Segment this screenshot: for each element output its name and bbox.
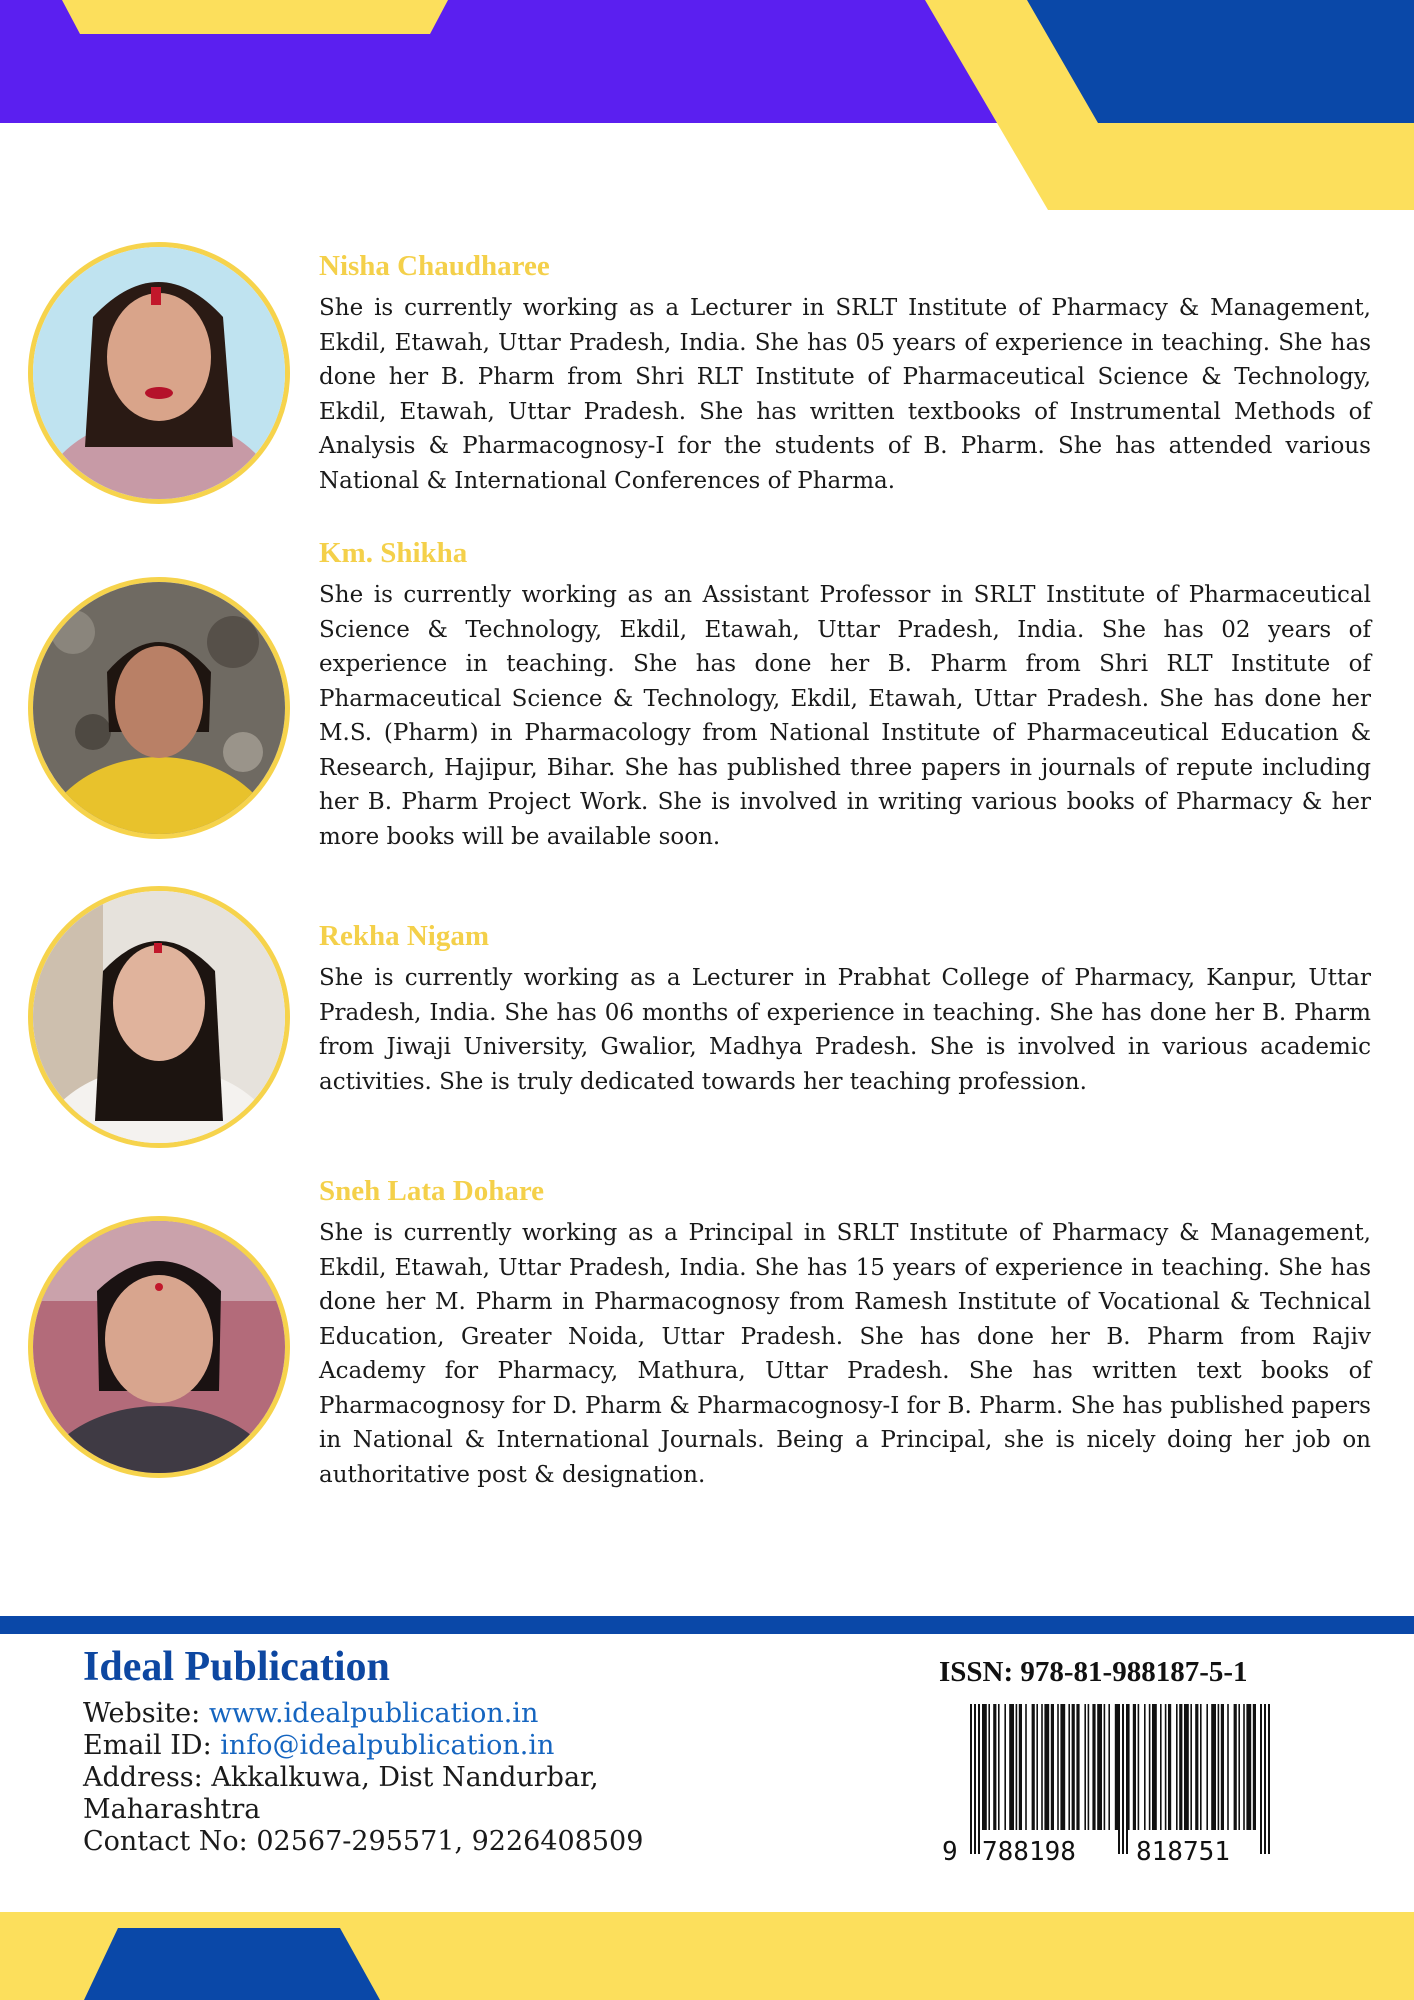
- isbn-label: ISSN: 978-81-988187-5-1: [939, 1656, 1248, 1688]
- address-line-2: Maharashtra: [83, 1794, 261, 1825]
- footer-divider: [0, 1616, 1414, 1634]
- author-name: Km. Shikha: [319, 537, 468, 569]
- top-decoration: [0, 0, 1414, 215]
- address-line-1: Address: Akkalkuwa, Dist Nandurbar,: [83, 1762, 599, 1793]
- barcode-digit-first: 9: [942, 1837, 958, 1866]
- website-line: [83, 1698, 643, 1730]
- author-bio: She is currently working as a Lecturer in Prabhat College of Pharmacy, Kanpur, Uttar Pradesh, India. She has 06 months of experience in teaching. She has done her B. Pharm from Jiwaji University, Gwalior, Madhya Pradesh. She is involved in various academic activities. She is truly dedicated towards her teaching profession.: [319, 965, 1371, 1095]
- email-label: Email ID:: [83, 1730, 221, 1761]
- author-bio: She is currently working as an Assistant Professor in SRLT Institute of Pharmaceutical Science & Technology, Ekdil, Etawah, Uttar Pradesh, India. She has 02 years of experience in teaching. She has done her B. Pharm from Shri RLT Institute of Pharmaceutical Science & Technology, Ekdil, Etawah, Uttar Pradesh. She has done her M.S. (Pharm) in Pharmacology from National Institute of Pharmaceutical Education & Research, Hajipur, Bihar. She has published three papers in journals of repute including her B. Pharm Project Work. She is involved in writing various books of Pharmacy & her more books will be available soon.: [319, 582, 1371, 850]
- author-portrait: [28, 577, 290, 839]
- email-line: [83, 1730, 643, 1762]
- author-name: Sneh Lata Dohare: [319, 1175, 545, 1207]
- author-bio: She is currently working as a Lecturer in SRLT Institute of Pharmacy & Management, Ekdil, Etawah, Uttar Pradesh, India. She has 05 years of experience in teaching. She has done her B. Pharm from Shri RLT Institute of Pharmaceutical Science & Technology, Ekdil, Etawah, Uttar Pradesh. She has written textbooks of Instrumental Methods of Analysis & Pharmacognosy-I for the students of B. Pharm. She has attended various National & International Conferences of Pharma.: [319, 295, 1371, 494]
- bottom-decoration: [0, 1912, 1414, 2000]
- website-link[interactable]: www.idealpublication.in: [208, 1698, 539, 1729]
- author-name: Nisha Chaudharee: [319, 250, 550, 282]
- author-portrait: [28, 886, 290, 1148]
- author-name: Rekha Nigam: [319, 920, 489, 952]
- publisher-name: Ideal Publication: [83, 1644, 390, 1690]
- author-bio: She is currently working as a Principal in SRLT Institute of Pharmacy & Management, Ekdil, Etawah, Uttar Pradesh, India. She has 15 years of experience in teaching. She has done her M. Pharm in Pharmacognosy from Ramesh Institute of Vocational & Technical Education, Greater Noida, Uttar Pradesh. She has done her B. Pharm from Rajiv Academy for Pharmacy, Mathura, Uttar Pradesh. She has written text books of Pharmacognosy for D. Pharm & Pharmacognosy-I for B. Pharm. She has published papers in National & International Journals. Being a Principal, she is nicely doing her job on authoritative post & designation.: [319, 1220, 1371, 1488]
- barcode-digits-left: 788198: [982, 1837, 1076, 1866]
- barcode: [940, 1700, 1296, 1866]
- author-portrait: [28, 1216, 290, 1478]
- contact-number: Contact No: 02567-295571, 9226408509: [83, 1826, 644, 1857]
- email-link[interactable]: info@idealpublication.in: [220, 1730, 555, 1761]
- barcode-digits-right: 818751: [1136, 1837, 1230, 1866]
- author-portrait: [28, 242, 290, 504]
- publisher-contact: [83, 1698, 643, 1858]
- website-label: Website:: [83, 1698, 209, 1729]
